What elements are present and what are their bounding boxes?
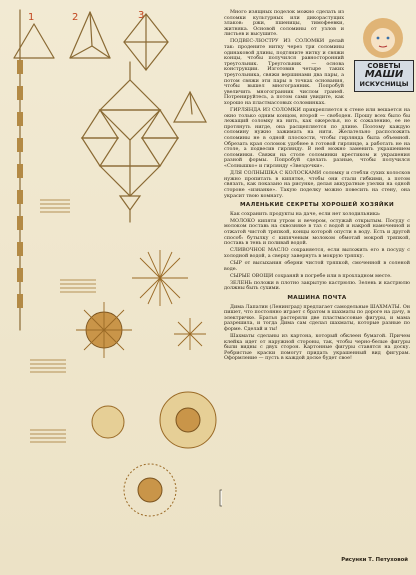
- chess-paragraph-2: Шахматы сделаны из картона, который обклеен бумагой. Причем клейка идет от наружной стороны, так, чтобы черно-белые фигуры были видны с двух сторон. Картонные фигуры ставятся на доску. Ребристые краски помогут придать украшенный вид фигурам. Оформление — пусть в каждой доске будет свое!: [224, 332, 410, 362]
- octahedron-item-3: [124, 14, 168, 70]
- greens-paragraph: ЗЕЛЕНЬ положи в плотно закрытую кастрюлю. Зелень и кастрюлю должны быть сухими.: [224, 279, 410, 292]
- article-text: [224, 10, 410, 363]
- badge-line2: МАШИ: [364, 69, 404, 80]
- sun-with-spikes: [76, 302, 132, 358]
- label-3: 3: [138, 10, 145, 21]
- straw-bundles: [30, 200, 96, 442]
- garland-paragraph: ГИРЛЯНДА ИЗ СОЛОМКИ прикрепляется к стене или вешается на окно только одним концом, второй — свободен. Прошу всех было бы лежащий соломку на нить, как ожерелья, но к сожалению, ее не протянуть нигде, она расщепляется по длине. Поэтому каждую соломину нужно зажимать на нити. Желательно расположить соломины не в одной плоскости, чтобы гирлянда была объемной. Обрезать края соломок удобнее в готовой гирлянде, а работать не на столе, а подвесив гирлянду. В ней можно заменить украшением соломинки. Свяжи на столе соломинки крестиком и украшения разной формы. Попробуй сделать разные, чтобы получился «Солнышко» и гирлянду «Звездочки».: [224, 107, 410, 170]
- sun-with-ears: [124, 464, 176, 516]
- cheese-paragraph: СЫР от высыхания оберни чистой тряпкой, смоченной в соленой воде.: [224, 259, 410, 272]
- housekeeping-heading: МАЛЕНЬКИЕ СЕКРЕТЫ ХОРОШЕЙ ХОЗЯЙКИ: [239, 202, 395, 209]
- label-2: 2: [72, 12, 79, 23]
- chandelier-paragraph: ПОДВЕС-ЛЮСТРУ ИЗ СОЛОМКИ делай так: продените нитку через три соломины одинаковой длины, подтяните нитку и свяжи концы, чтобы получился равносторонний треугольник. Треугольник — основа конструкции. Изготовив четыре таких треугольника, свяжи вершинами два пары, а потом свяжи эти пары в точках основания, чтобы вышел многогранник. Попробуй увеличить многогранник числом граней. Потренируйтесь, а потом сами увидите, как хорошо на пластмассовых соломинках.: [224, 38, 344, 106]
- badge-line1: СОВЕТЫ: [367, 62, 401, 70]
- label-1: 1: [28, 12, 35, 23]
- badge-line3: ИСКУСНИЦЫ: [359, 80, 409, 88]
- housekeeping-intro: Как сохранить продукты на даче, если нет холодильника:: [230, 210, 381, 217]
- starburst-big: [132, 250, 188, 306]
- sun-paragraph: ДЛЯ СОЛНЫШКА С КОЛОСКАМИ соломку и стебли сухих колосков нужно пропитать в кипятке, чтобы они стали гибкими, а потом связать, как показано на рисунке, делая аккуратные узелки на одной стороне «изнанке». Такую поделку можно повесить на стену, она украсит твою комнату.: [224, 170, 410, 199]
- butter-paragraph: СЛИВОЧНОЕ МАСЛО сохраняется, если выложить его в посуду с холодной водой, а сверху завернуть в мокрую тряпку.: [224, 247, 410, 259]
- straw-mobile: [82, 62, 178, 222]
- illustration-credit: Рисунки Т. Петуховой: [341, 557, 408, 563]
- vegetables-paragraph: СЫРЫЕ ОВОЩИ сохраняй в погребе или в прохладном месте.: [230, 272, 392, 279]
- chess-paragraph-1: Дима Лапатин (Ленинград) предлагает самодельные ШАХМАТЫ. Он пишет, что постоянно играет с братом в шахматы по дороге на дачу, в электричке. Братья растеряли две пластмассовые фигуры, и мама разрешила, и тогда Дима сам сделал шахматы, которые разные по форме. Сделай и ты!: [224, 303, 410, 332]
- chess-pieces: [220, 490, 222, 506]
- intro-paragraph: Много изящных поделок можно сделать из соломки культурных или дикорастущих злаков: ржи, пшеницы, тимофеевки, житняка. Основой соломины от узлов и листьев и высушите.: [224, 9, 344, 38]
- round-wreath: [160, 392, 216, 448]
- milk-paragraph: МОЛОКО кипяти утром и вечером, остужай открытым. Посуду с молоком поставь на сквозняке в таз с водой и накрой намоченной и отжатой чистой тряпкой, концы которой опусти в воду. Есть и другой способ: бутылку с кипяченым молоком обмотай мокрой тряпкой, поставь в тень и поливай водой.: [224, 217, 410, 247]
- small-pyramid: [174, 92, 206, 122]
- mail-heading: МАШИНА ПОЧТА: [287, 294, 347, 301]
- round-wreath-2: [92, 406, 124, 438]
- starburst-small: [174, 318, 206, 350]
